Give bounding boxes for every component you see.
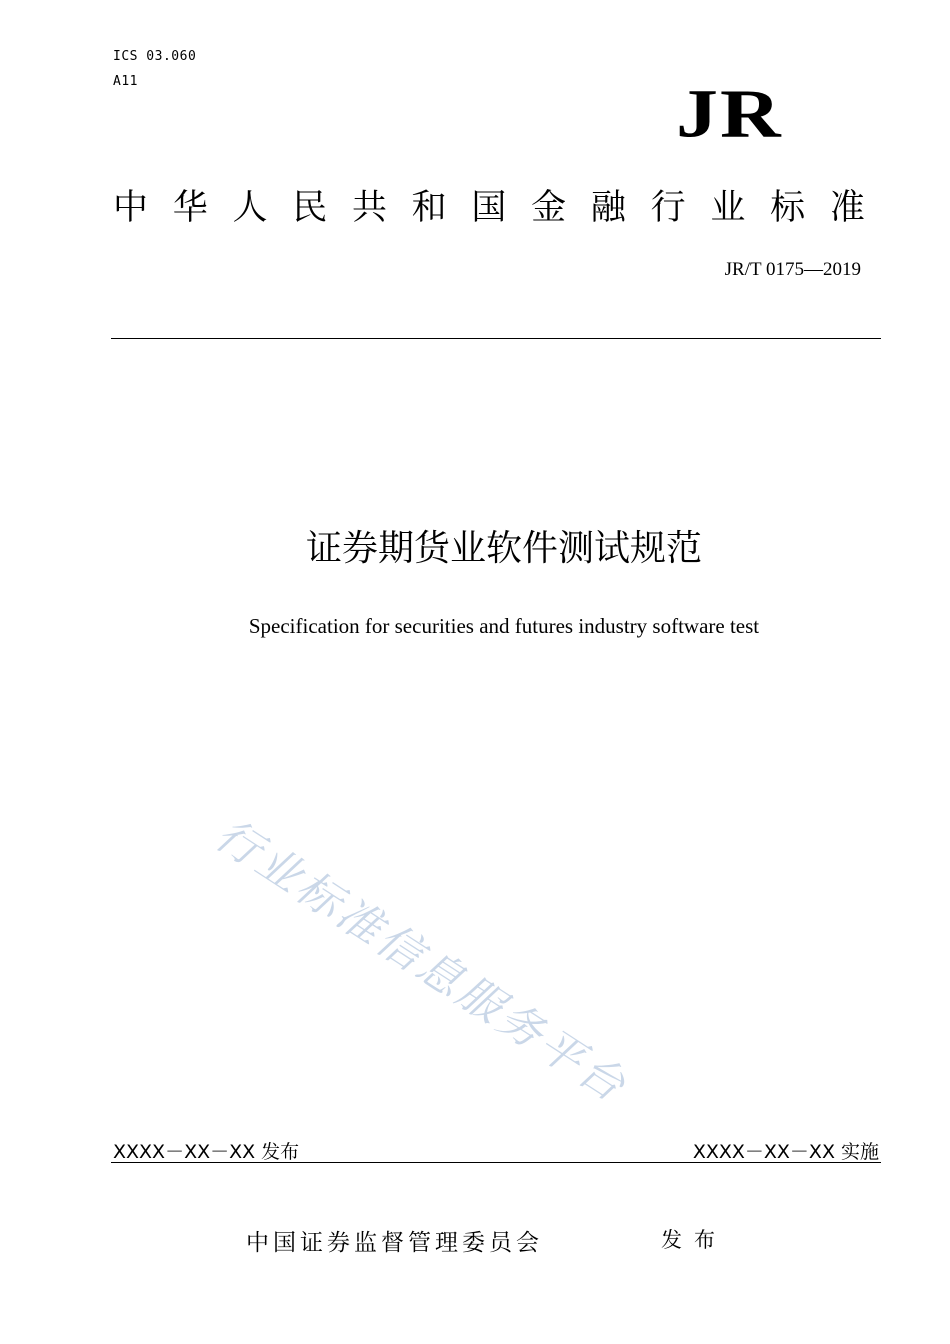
title-char: 国 [471, 188, 507, 228]
ics-code: ICS 03.060 [113, 49, 197, 64]
title-char: 中 [113, 188, 149, 228]
title-char: 金 [531, 188, 567, 228]
classification-code: A11 [113, 74, 138, 89]
title-char: 民 [292, 188, 328, 228]
standard-number: JR/T 0175—2019 [724, 259, 861, 280]
issue-date: XXXX－XX－XX 发布 [113, 1141, 300, 1163]
document-title: 证券期货业软件测试规范 [305, 528, 702, 569]
title-char: 准 [829, 188, 865, 228]
document-subtitle: Specification for securities and futures industry software test [248, 614, 760, 638]
publish-label: 发布 [661, 1228, 727, 1252]
title-char: 融 [590, 188, 626, 228]
title-char: 业 [710, 188, 746, 228]
jr-logo: JR [676, 75, 783, 153]
title-char: 华 [172, 188, 208, 228]
implementation-date: XXXX－XX－XX 实施 [692, 1141, 879, 1163]
title-char: 共 [351, 188, 387, 228]
title-char: 和 [411, 188, 447, 228]
publisher-name: 中国证券监督管理委员会 [246, 1230, 543, 1256]
title-char: 行 [650, 188, 686, 228]
footer-divider [111, 1162, 881, 1163]
title-char: 标 [770, 188, 806, 228]
title-char: 人 [232, 188, 268, 228]
standard-category-title [113, 186, 865, 230]
watermark: 行业标准信息服务平台 [206, 809, 637, 1114]
header-divider [111, 338, 881, 339]
